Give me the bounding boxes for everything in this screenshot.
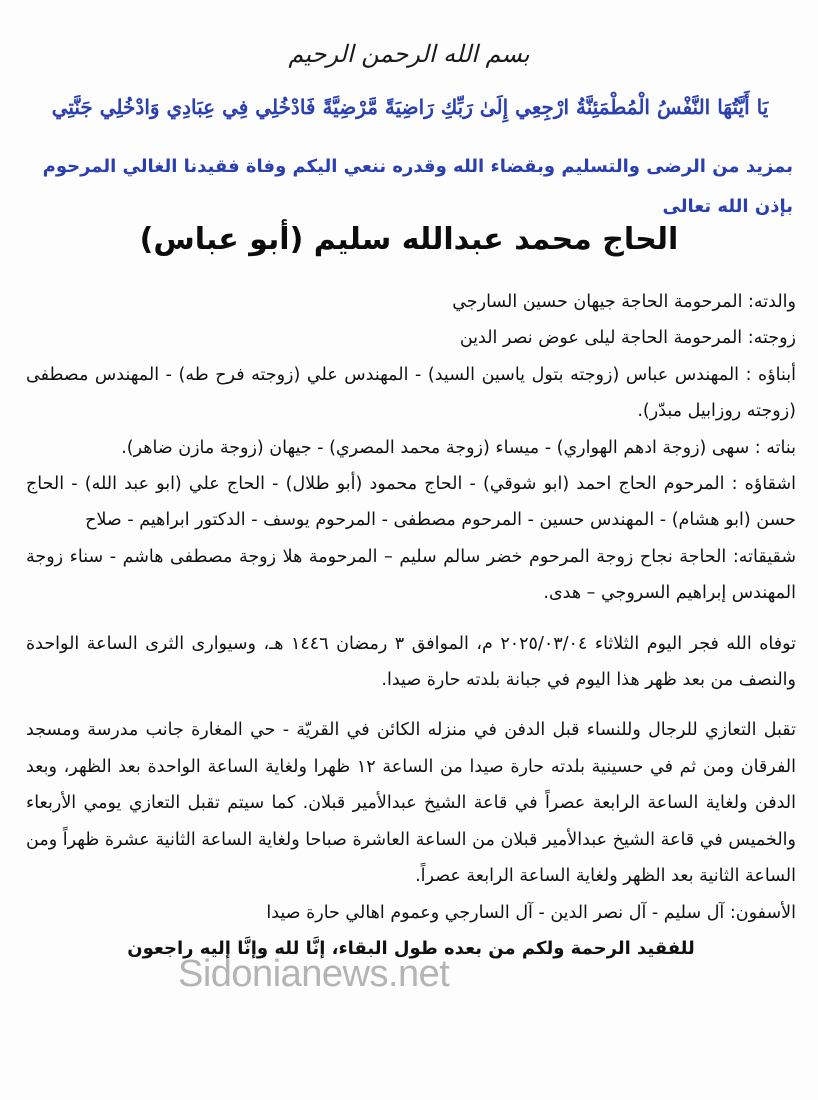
brothers-line: اشقاؤه : المرحوم الحاج احمد (ابو شوقي) - الحاج محمود (أبو طلال) - الحاج علي (ابو عبد الله) - الحاج حسن (ابو هشام) - المهندس حسين - المرحوم مصطفى - المرحوم يوسف - الدكتور ابراهيم - صلاح bbox=[26, 474, 796, 531]
obituary-body bbox=[26, 284, 796, 967]
deceased-name: الحاج محمد عبدالله سليم (أبو عباس) bbox=[139, 222, 679, 257]
death-burial-paragraph: توفاه الله فجر اليوم الثلاثاء ٢٠٢٥/٠٣/٠٤ م، الموافق ٣ رمضان ١٤٤٦ هـ، وسيوارى الثرى الساعة الواحدة والنصف من بعد ظهر هذا اليوم في جبانة بلدته حارة صيدا. bbox=[26, 633, 797, 691]
site-watermark: Sidonianews.net bbox=[178, 953, 450, 995]
sons-line: أبناؤه : المهندس عباس (زوجته بتول ياسين السيد) - المهندس علي (زوجته فرح طه) - المهندس مصطفى (زوجته روزابيل مبدّر). bbox=[26, 364, 796, 422]
quran-verse: يَا أَيَّتُهَا النَّفْسُ الْمُطْمَئِنَّةُ ارْجِعِي إِلَىٰ رَبِّكِ رَاضِيَةً مَّرْضِيَّةً فَادْخُلِي فِي عِبَادِي وَادْخُلِي جَنَّتِي bbox=[51, 95, 769, 119]
sisters-line: شقيقاته: الحاجة نجاح زوجة المرحوم خضر سالم سليم – المرحومة هلا زوجة مصطفى هاشم - سناء زوجة المهندس إبراهيم السروجي – هدى. bbox=[26, 546, 796, 604]
wife-line: زوجته: المرحومة الحاجة ليلى عوض نصر الدين bbox=[459, 328, 796, 349]
mourners-line: الأسفون: آل سليم - آل نصر الدين - آل السارجي وعموم اهالي حارة صيدا bbox=[266, 902, 796, 923]
intro-text: بمزيد من الرضى والتسليم وبقضاء الله وقدره ننعي اليكم وفاة فقيدنا الغالي المرحوم بإذن الله تعالى bbox=[42, 156, 793, 217]
mother-line: والدته: المرحومة الحاجة جيهان حسين السارجي bbox=[452, 292, 796, 312]
basmala-heading: بسم الله الرحمن الرحيم bbox=[288, 40, 530, 68]
condolences-paragraph: تقبل التعازي للرجال وللنساء قبل الدفن في منزله الكائن في القريّة - حي المغارة جانب مدرسة ومسجد الفرقان ومن ثم في حسينية بلدته حارة صيدا من الساعة ١٢ ظهرا ولغاية الساعة الواحدة بعد الظهر، وبعد الدفن ولغاية الساعة الرابعة عصراً في قاعة الشيخ عبدالأمير قبلان. كما سيتم تقبل التعازي يومي الأربعاء والخميس في قاعة الشيخ عبدالأمير قبلان من الساعة العاشرة صباحا ولغاية الساعة الثانية عشرة ظهراً ومن الساعة الثانية بعد الظهر ولغاية الساعة الرابعة عصراً. bbox=[26, 720, 796, 887]
daughters-line: بناته : سهى (زوجة ادهم الهواري) - ميساء (زوجة محمد المصري) - جيهان (زوجة مازن ضاهر). bbox=[121, 437, 796, 458]
closing-prayer: للفقيد الرحمة ولكم من بعده طول البقاء، إنَّا لله وإنَّا إليه راجعون bbox=[127, 937, 695, 959]
